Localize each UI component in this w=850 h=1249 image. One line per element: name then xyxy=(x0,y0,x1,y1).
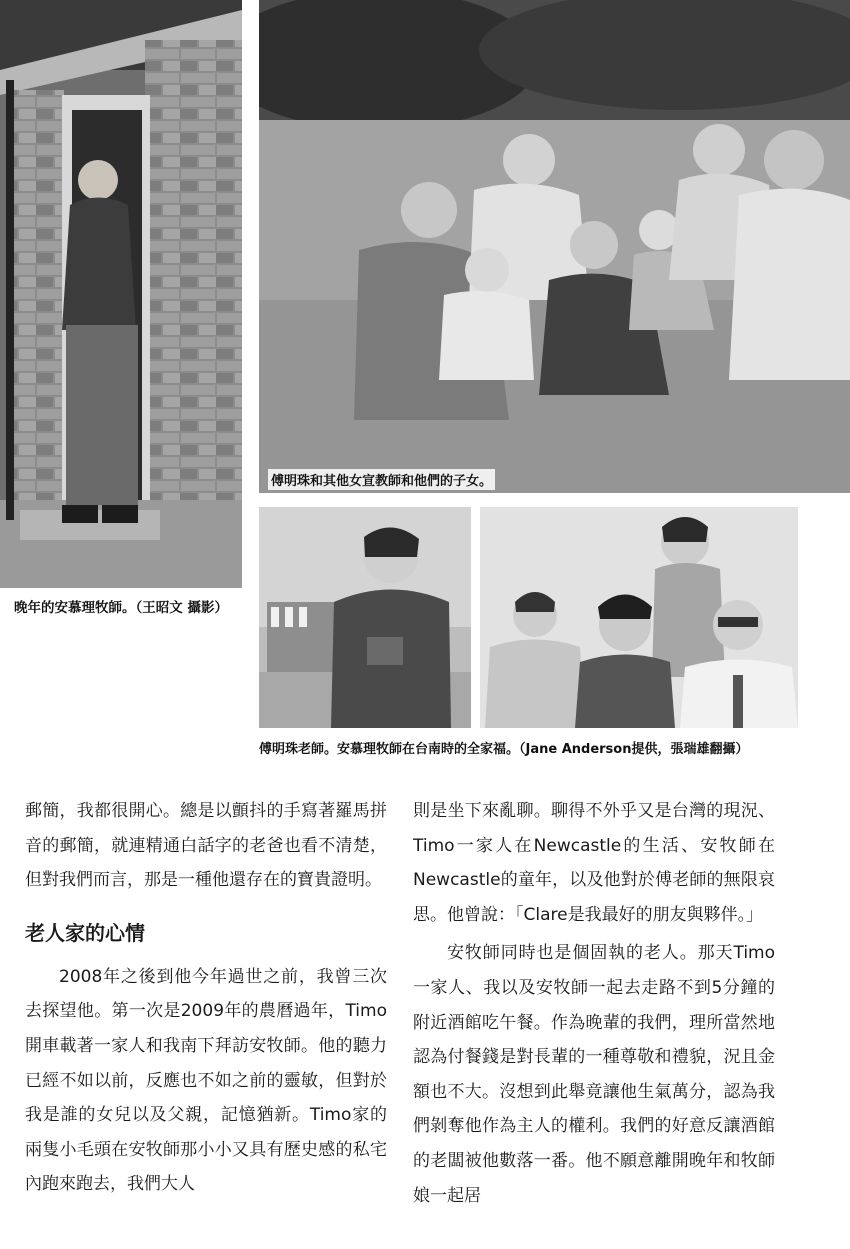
missionaries-group-photo xyxy=(259,0,850,493)
right-paragraph-2: 安牧師同時也是個固執的老人。那天Timo一家人、我以及安牧師一起去走路不到5分鐘的附近酒館吃午餐。作為晚輩的我們，理所當然地認為付餐錢是對長輩的一種尊敬和禮貌，況且金額也不大。沒想到此舉竟讓他生氣萬分，認為我們剝奪他作為主人的權利。我們的好意反讓酒館的老闆被他數落一番。他不願意離開晚年和牧師娘一起居 xyxy=(413,943,775,1206)
anderson-family-photo xyxy=(480,507,798,728)
fu-mingzhu-portrait-photo xyxy=(259,507,471,728)
section-heading: 老人家的心情 xyxy=(25,920,145,945)
pastor-portrait-caption: 晚年的安慕理牧師。（王昭文 攝影） xyxy=(14,600,228,616)
family-photos-caption: 傅明珠老師。安慕理牧師在台南時的全家福。（Jane Anderson提供，張瑞雄翻攝） xyxy=(259,742,749,757)
group-photo-caption: 傅明珠和其他女宣教師和他們的子女。 xyxy=(268,469,495,490)
pastor-doorway-photo xyxy=(0,0,242,588)
article-left-column xyxy=(25,794,387,1202)
right-paragraph-1: 則是坐下來亂聊。聊得不外乎又是台灣的現況、Timo一家人在Newcastle的生活、安牧師在Newcastle的童年，以及他對於傅老師的無限哀思。他曾說：「Clare是我最好的朋友與夥伴。」 xyxy=(413,801,775,925)
left-paragraph-2: 2008年之後到他今年過世之前，我曾三次去探望他。第一次是2009年的農曆過年，Timo開車載著一家人和我南下拜訪安牧師。他的聽力已經不如以前，反應也不如之前的靈敏，但對於我是誰的女兒以及父親，記憶猶新。Timo家的兩隻小毛頭在安牧師那小小又具有歷史感的私宅內跑來跑去，我們大人 xyxy=(25,966,387,1195)
article-right-column xyxy=(413,794,775,1213)
left-paragraph-1: 郵簡，我都很開心。總是以顫抖的手寫著羅馬拼音的郵簡，就連精通白話字的老爸也看不清楚，但對我們而言，那是一種他還存在的寶貴證明。 xyxy=(25,801,387,891)
